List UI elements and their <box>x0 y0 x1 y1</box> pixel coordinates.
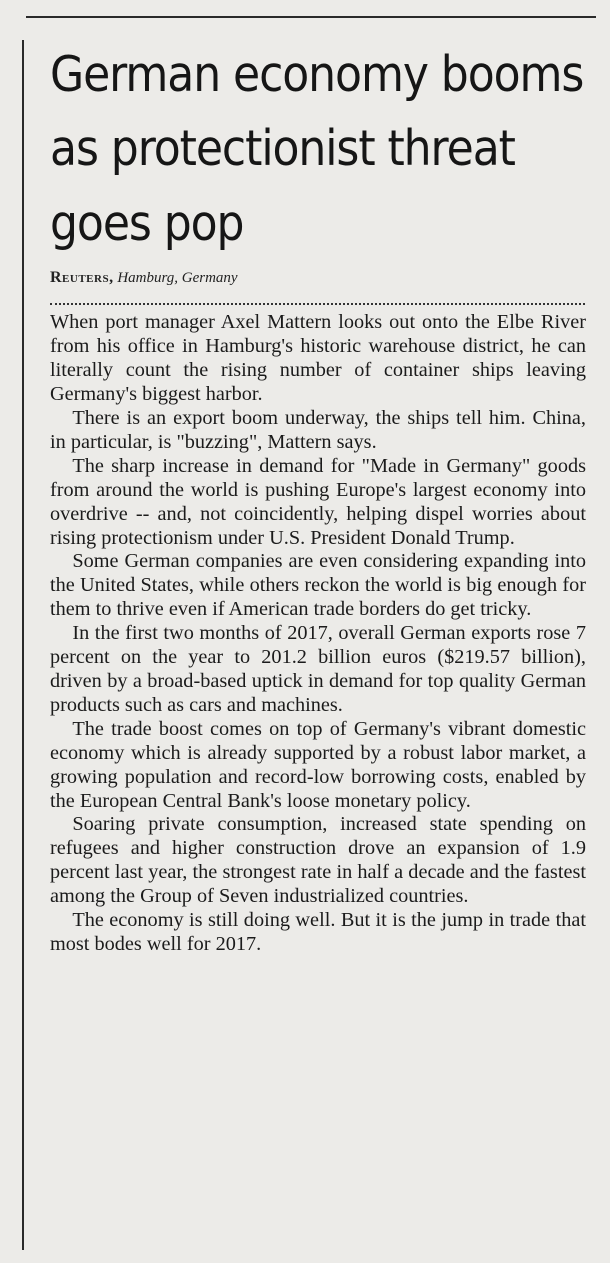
top-rule <box>26 16 596 18</box>
headline: German economy booms as protectionist threat goes pop <box>50 46 584 252</box>
paragraph: Some German companies are even considering expanding into the United States, while others reckon the world is big enough for them to thrive even if American trade borders do get tricky. <box>50 550 586 621</box>
paragraph: The sharp increase in demand for "Made in Germany" goods from around the world is pushing Europe's largest economy into overdrive -- and, not coincidently, helping dispel worries about rising protectionism under U.S. President Donald Trump. <box>50 454 586 549</box>
article-body <box>50 311 586 956</box>
byline-location: Hamburg, Germany <box>117 270 238 287</box>
column-rule <box>22 40 24 1250</box>
paragraph: There is an export boom underway, the ships tell him. China, in particular, is "buzzing", Mattern says. <box>50 407 586 453</box>
paragraph: The trade boost comes on top of Germany's vibrant domestic economy which is already supported by a robust labor market, a growing population and record-low borrowing costs, enabled by the European Central Bank's loose monetary policy. <box>50 717 586 812</box>
paragraph: When port manager Axel Mattern looks out onto the Elbe River from his office in Hamburg's historic warehouse district, he can literally count the rising number of container ships leaving Germany's biggest harbor. <box>50 311 586 406</box>
dotted-divider <box>50 303 585 305</box>
paragraph: In the first two months of 2017, overall German exports rose 7 percent on the year to 201.2 billion euros ($219.57 billion), driven by a broad-based uptick in demand for top quality German products such as cars and machines. <box>50 622 586 716</box>
article <box>50 38 590 957</box>
byline-agency: Reuters, <box>50 269 114 287</box>
paragraph: The economy is still doing well. But it is the jump in trade that most bodes well for 2017. <box>50 909 586 955</box>
byline <box>50 269 590 287</box>
paragraph: Soaring private consumption, increased state spending on refugees and higher construction drove an expansion of 1.9 percent last year, the strongest rate in half a decade and the fastest among the Group of Seven industrialized countries. <box>50 813 586 908</box>
